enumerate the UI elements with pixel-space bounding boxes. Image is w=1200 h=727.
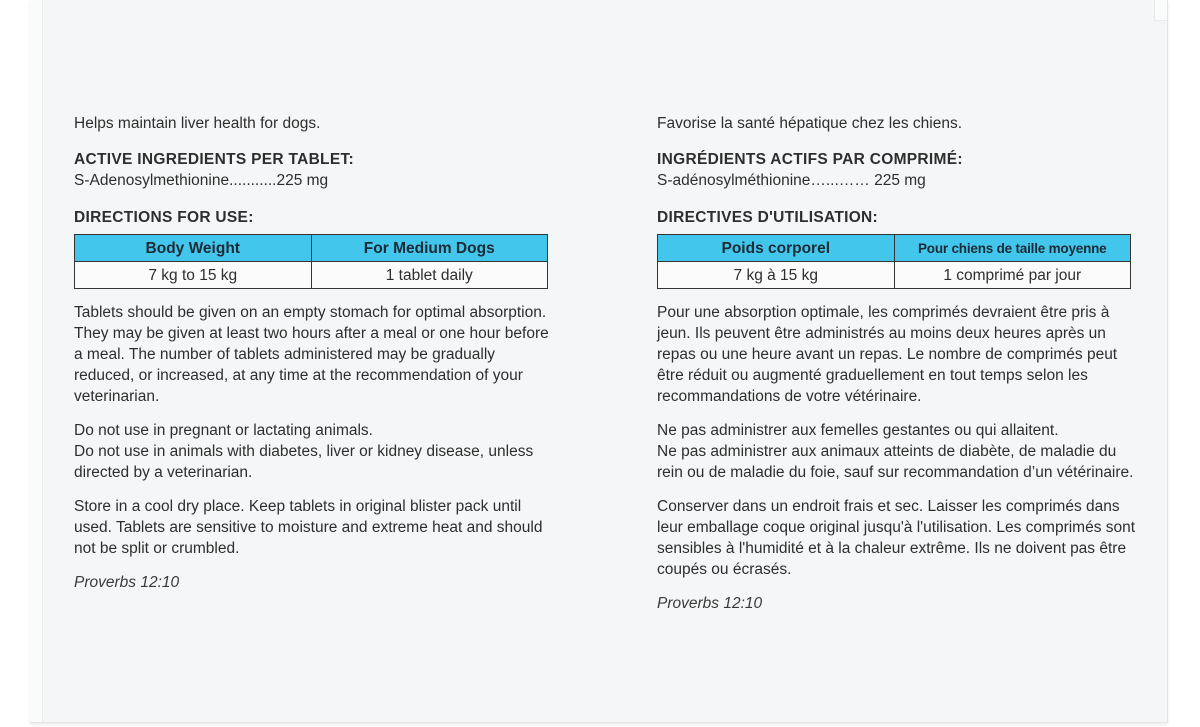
cell-weight-range: 7 kg to 15 kg bbox=[75, 262, 312, 289]
warning-disease-fr: Ne pas administrer aux animaux atteints de diabète, de maladie du rein ou de maladie du foie, sauf sur recommandation d’un vétérinaire. bbox=[657, 443, 1134, 481]
intro-text-fr: Favorise la santé hépatique chez les chiens. bbox=[657, 115, 963, 132]
storage-paragraph: Store in a cool dry place. Keep tablets in original blister pack until used. Tablets are sensitive to moisture and extreme heat and should not be split or crumbled. bbox=[74, 498, 543, 557]
english-column bbox=[74, 113, 554, 593]
package-side-flap bbox=[30, 0, 43, 722]
dosage-table-header-row bbox=[75, 235, 548, 262]
intro-text: Helps maintain liver health for dogs. bbox=[74, 115, 321, 132]
storage-paragraph-fr: Conserver dans un endroit frais et sec. Laisser les comprimés dans leur emballage coque original jusqu'à l'utilisation. Les comprimés sont sensibles à l'humidité et à la chaleur extrême. Ils ne doivent pas être coupés ou écrasés. bbox=[657, 498, 1136, 578]
cell-weight-range-fr: 7 kg à 15 kg bbox=[658, 262, 895, 289]
verse-reference: Proverbs 12:10 bbox=[74, 574, 180, 591]
warning-pregnant-fr: Ne pas administrer aux femelles gestantes ou qui allaitent. bbox=[657, 422, 1059, 439]
dosage-table-fr bbox=[657, 234, 1131, 289]
ingredient-line-fr: S-adénosylméthionine…...…… 225 mg bbox=[657, 172, 926, 189]
administration-paragraph-fr: Pour une absorption optimale, les comprimés devraient être pris à jeun. Ils peuvent être administrés au moins deux heures après un repas ou une heure avant un repas. Le nombre de comprimés peut être réduit ou augmenté graduellement en tout temps selon les recommandations de votre vétérinaire. bbox=[657, 304, 1118, 405]
administration-paragraph: Tablets should be given on an empty stomach for optimal absorption. They may be given at least two hours after a meal or one hour before a meal. The number of tablets administered may be gradually reduced, or increased, at any time at the recommendation of your veterinarian. bbox=[74, 304, 549, 405]
ingredients-heading: ACTIVE INGREDIENTS PER TABLET: bbox=[74, 151, 354, 168]
directions-heading-fr: DIRECTIVES D'UTILISATION: bbox=[657, 209, 879, 226]
dosage-table bbox=[74, 234, 548, 289]
dosage-table-header-row-fr bbox=[658, 235, 1131, 262]
dosage-table-row bbox=[75, 262, 548, 289]
french-column bbox=[657, 113, 1137, 614]
directions-heading: DIRECTIONS FOR USE: bbox=[74, 209, 254, 226]
header-medium-dogs: For Medium Dogs bbox=[311, 235, 548, 262]
ingredients-heading-fr: INGRÉDIENTS ACTIFS PAR COMPRIMÉ: bbox=[657, 151, 963, 168]
warning-disease: Do not use in animals with diabetes, liver or kidney disease, unless directed by a veterinarian. bbox=[74, 443, 534, 481]
ingredient-line: S-Adenosylmethionine...........225 mg bbox=[74, 172, 329, 189]
dosage-table-row-fr bbox=[658, 262, 1131, 289]
cell-dose-fr: 1 comprimé par jour bbox=[894, 262, 1131, 289]
package-top-flap bbox=[1154, 0, 1167, 21]
header-body-weight-fr: Poids corporel bbox=[658, 235, 895, 262]
cell-dose: 1 tablet daily bbox=[311, 262, 548, 289]
warning-pregnant: Do not use in pregnant or lactating animals. bbox=[74, 422, 373, 439]
verse-reference-fr: Proverbs 12:10 bbox=[657, 595, 763, 612]
header-body-weight: Body Weight bbox=[75, 235, 312, 262]
header-medium-dogs-fr: Pour chiens de taille moyenne bbox=[894, 235, 1131, 262]
